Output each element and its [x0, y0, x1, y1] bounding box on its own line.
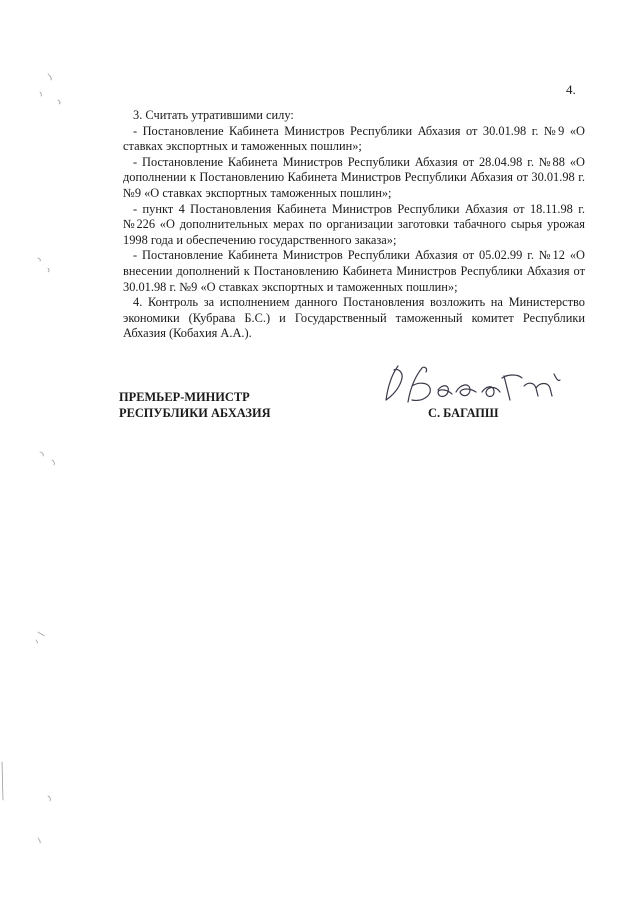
- paragraph-repeal-3: - пункт 4 Постановления Кабинета Министров Республики Абхазия от 18.11.98 г. №226 «О дополнительных мерах по организации заготовки табачного сырья урожая 1998 года и обеспечению государственного заказа»;: [123, 201, 585, 247]
- signatory-name: С. БАГАПШ: [428, 406, 499, 420]
- paragraph-item-3: 3. Считать утратившими силу:: [133, 108, 294, 122]
- paragraph-repeal-2: - Постановление Кабинета Министров Республики Абхазия от 28.04.98 г. №88 «О дополнении к Постановлению Кабинета Министров Республики Абхазия от 30.01.98 г. №9 «О ставках экспортных таможенных пошлин»;: [123, 154, 585, 200]
- signatory-title: [119, 390, 271, 421]
- signatory-title-line1: ПРЕМЬЕР-МИНИСТР: [119, 390, 250, 404]
- paragraph-repeal-4: - Постановление Кабинета Министров Республики Абхазия от 05.02.99 г. №12 «О внесении дополнений к Постановлению Кабинета Министров Республики Абхазия от 30.01.98 г. №9 «О ставках экспортных и таможенных пошлин»;: [123, 248, 585, 294]
- page-number: 4.: [566, 82, 576, 97]
- signatory-title-line2: РЕСПУБЛИКИ АБХАЗИЯ: [119, 405, 271, 420]
- paragraph-repeal-1: - Постановление Кабинета Министров Республики Абхазия от 30.01.98 г. №9 «О ставках экспортных и таможенных пошлин»;: [123, 123, 585, 154]
- paragraph-item-4: 4. Контроль за исполнением данного Постановления возложить на Министерство экономики (Кубрава Б.С.) и Государственный таможенный комитет Республики Абхазия (Кобахия А.А.).: [123, 295, 585, 341]
- scan-margin-marks: [0, 0, 80, 905]
- resolution-body: [123, 108, 585, 342]
